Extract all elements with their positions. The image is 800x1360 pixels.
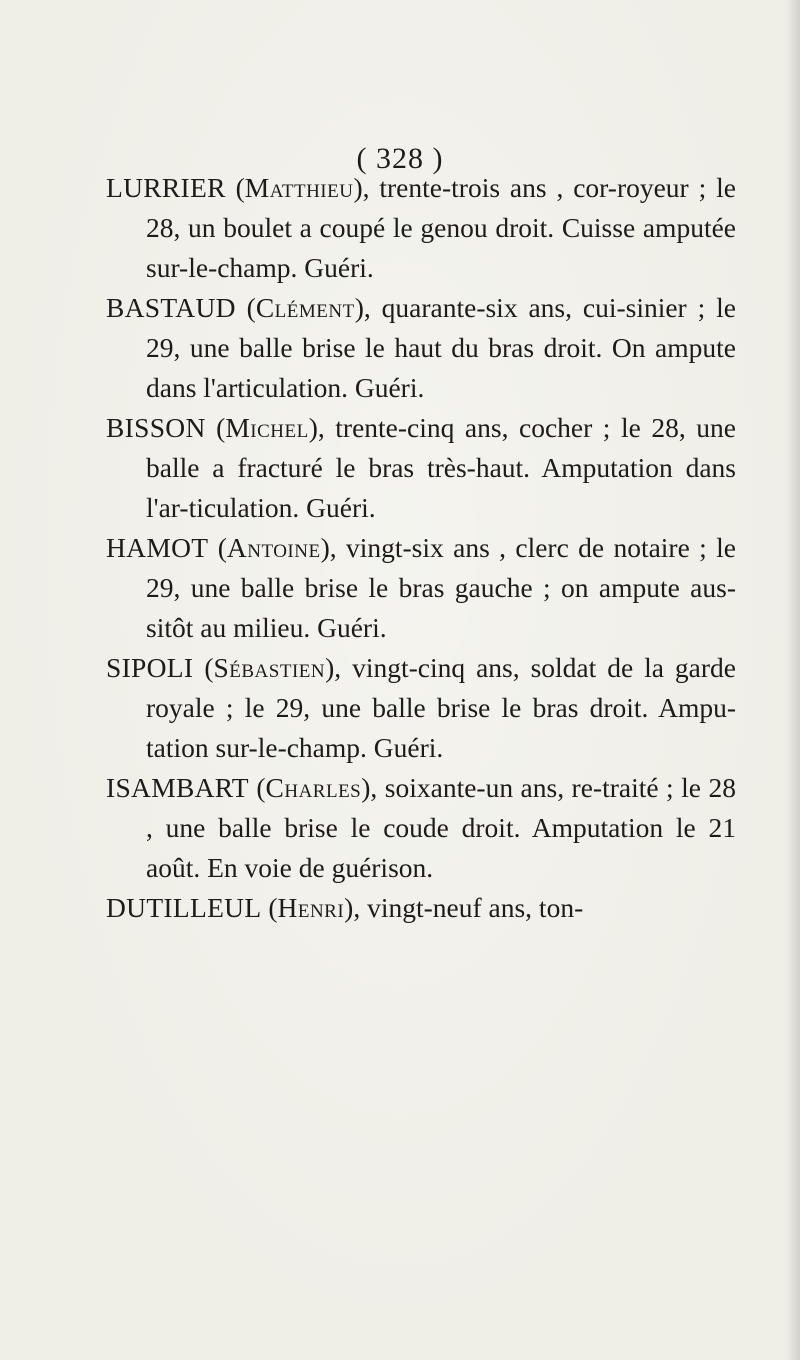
entry-text: , quarante-six ans, cui-sinier ; le 29, une balle brise le haut du bras droit. On ampute dans l'articulation. Guéri.	[146, 292, 736, 403]
entry-given-name: Henri	[277, 892, 345, 923]
entry-given-name: Antoine	[226, 532, 321, 563]
entry-surname: BISSON	[106, 412, 206, 443]
gutter-shadow	[786, 0, 800, 1360]
entry-surname: SIPOLI	[106, 652, 194, 683]
entry-lurrier: LURRIER (Matthieu), trente-trois ans , cor-royeur ; le 28, un boulet a coupé le genou droit. Cuisse amputée sur-le-champ. Guéri.	[106, 172, 736, 283]
entry-text: , vingt-six ans , clerc de notaire ; le 29, une balle brise le bras gauche ; on ampute aus-sitôt au milieu. Guéri.	[146, 532, 736, 643]
entry-text: , soixante-un ans, re-traité ; le 28 , une balle brise le coude droit. Amputation le 21 août. En voie de guérison.	[146, 772, 736, 883]
entry-text: , vingt-cinq ans, soldat de la garde royale ; le 29, une balle brise le bras droit. Ampu-tation sur-le-champ. Guéri.	[146, 652, 736, 763]
entry-bisson: BISSON (Michel), trente-cinq ans, cocher ; le 28, une balle a fracturé le bras très-haut. Amputation dans l'ar-ticulation. Guéri.	[106, 412, 736, 523]
entry-given-name: Michel	[225, 412, 309, 443]
entry-given-name: Charles	[265, 772, 362, 803]
entry-surname: LURRIER	[106, 172, 226, 203]
entry-given-name: Clément	[255, 292, 355, 323]
entry-hamot: HAMOT (Antoine), vingt-six ans , clerc de notaire ; le 29, une balle brise le bras gauche ; on ampute aus-sitôt au milieu. Guéri.	[106, 532, 736, 643]
entry-surname: ISAMBART	[106, 772, 249, 803]
entry-surname: BASTAUD	[106, 292, 236, 323]
entry-isambart: ISAMBART (Charles), soixante-un ans, re-traité ; le 28 , une balle brise le coude droit. Amputation le 21 août. En voie de guérison.	[106, 772, 736, 883]
entry-bastaud: BASTAUD (Clément), quarante-six ans, cui-sinier ; le 29, une balle brise le haut du bras droit. On ampute dans l'articulation. Guéri.	[106, 292, 736, 403]
page-number: ( 328 )	[356, 142, 444, 175]
entry-surname: HAMOT	[106, 532, 209, 563]
entry-sipoli: SIPOLI (Sébastien), vingt-cinq ans, soldat de la garde royale ; le 29, une balle brise le bras droit. Ampu-tation sur-le-champ. Guéri.	[106, 652, 736, 763]
entry-dutilleul: DUTILLEUL (Henri), vingt-neuf ans, ton-	[106, 892, 584, 923]
entry-given-name: Matthieu	[244, 172, 354, 203]
entry-text: , trente-trois ans , cor-royeur ; le 28, un boulet a coupé le genou droit. Cuisse amputée sur-le-champ. Guéri.	[146, 172, 736, 283]
entry-text: , trente-cinq ans, cocher ; le 28, une balle a fracturé le bras très-haut. Amputation dans l'ar-ticulation. Guéri.	[146, 412, 736, 523]
entry-surname: DUTILLEUL	[106, 892, 262, 923]
entry-given-name: Sébastien	[213, 652, 326, 683]
entry-text: , vingt-neuf ans, ton-	[353, 892, 584, 923]
entry-list	[106, 168, 736, 928]
